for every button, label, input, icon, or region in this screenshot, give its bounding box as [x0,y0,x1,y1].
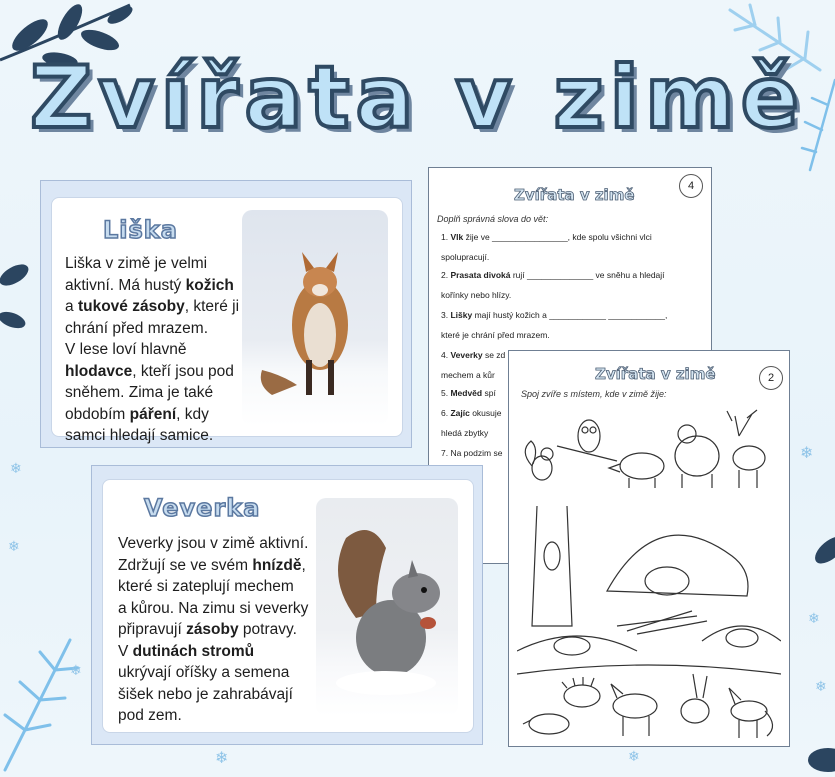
squirrel-text-line: a kůrou. Na zimu si veverky [118,599,309,617]
snowflake-icon: ❄ [70,663,82,679]
squirrel-text-line: které si zateplují mechem [118,578,294,595]
squirrel-text-line: šišek nebo je zahrabávají [118,685,293,703]
worksheet-page-2 [508,350,790,747]
tree-hollow-drawing-icon [532,506,572,626]
fox-text-line: hlodavce, kteří jsou pod [65,362,234,380]
snowflake-icon: ❄ [215,748,229,767]
squirrel-text-line: pod zem. [118,707,182,724]
squirrel-text-line: ukrývají oříšky a semena [118,664,290,681]
squirrel-card-text [118,533,323,727]
squirrel-text-line: Zdržují se ve svém hnízdě, [118,556,306,574]
squirrel-text-line: připravují zásoby potravy. [118,621,297,638]
cave-den-drawing-icon [607,535,748,596]
worksheet-sentence-line: kořínky nebo hlízy. [441,290,512,300]
snowflake-icon: ❄ [8,539,20,555]
worksheet-sentence-line: 6. Zajíc okusuje [441,408,502,418]
fox-text-line: samci hledají samice. [65,427,214,444]
fox-card-inner [51,197,403,444]
snow-branch-bottom-left-icon [0,610,90,777]
leaf-left-edge-icon [0,250,35,350]
page-number-badge: 4 [679,174,703,198]
worksheet-instruction: Spoj zvíře s místem, kde v zimě žije: [521,389,667,399]
squirrel-text-line: V dutinách stromů [118,642,255,660]
fox-text-line: obdobím páření, kdy [65,405,209,423]
worksheet-instruction: Doplň správná slova do vět: [437,214,549,224]
fox-card-heading: Liška [103,216,178,244]
worksheet-sentence-line: které je chrání před mrazem. [441,330,550,340]
worksheet-sentence-line: 3. Lišky mají hustý kožich a ____________ ____________, [441,310,668,320]
worksheet-sentence-line: mechem a kůr [441,370,495,380]
worksheet-title: Zvířata v zimě [595,365,716,383]
squirrel-card-inner [102,479,474,733]
worksheet-sentence-line: 7. Na podzim se [441,448,503,458]
fox-text-line: V lese loví hlavně [65,341,187,358]
fox-text-line: sněhem. Zima je také [65,384,214,401]
snow-burrow-drawing-icon [517,636,637,655]
animals-and-habitats-illustration [517,406,781,741]
owl-drawing-icon [557,420,617,461]
snowflake-icon: ❄ [10,461,22,477]
wolf-drawing-icon [611,684,657,736]
squirrel-fact-card [91,465,483,745]
fox-text-line: aktivní. Má hustý kožich [65,276,234,294]
bear-drawing-icon [675,425,719,488]
worksheet-sentence-line: spolupracují. [441,252,490,262]
badger-drawing-icon [523,714,569,734]
nest-drawing-icon [617,611,707,634]
worksheet-sentence-line: 1. Vlk žije ve ________________, kde spolu všichni vlci [441,232,652,242]
deer-drawing-icon [727,410,765,488]
squirrel-card-heading: Veverka [144,494,261,522]
worksheet-sentence-line: 4. Veverky se zd [441,350,506,360]
fox-fact-card [40,180,412,448]
fox-drawing-icon [729,688,773,738]
burrow-drawing-icon [702,626,781,647]
worksheet-sentence-line: 5. Medvěd spí [441,388,496,398]
fox-text-line: chrání před mrazem. [65,319,208,337]
squirrel-photo [316,498,458,716]
boar-drawing-icon [609,453,664,488]
fox-photo [242,210,388,426]
leaf-bottom-right-icon [790,530,835,777]
worksheet-sentence-line: 2. Prasata divoká rují ______________ ve sněhu a hledají [441,270,665,280]
page-title: Zvířata v zimě [30,48,805,148]
snowflake-icon: ❄ [628,749,640,765]
worksheet-title: Zvířata v zimě [514,186,635,204]
fox-text-line: Liška v zimě je velmi [65,255,208,272]
hedgehog-drawing-icon [562,677,600,707]
snowflake-icon: ❄ [808,611,820,627]
hare-drawing-icon [681,674,709,723]
snowflake-icon: ❄ [815,679,827,695]
worksheet-sentence-line: hledá zbytky [441,428,489,438]
fox-text-line: a tukové zásoby, které ji [65,298,240,315]
page-number-badge: 2 [759,366,783,390]
snowflake-icon: ❄ [800,443,814,462]
squirrel-text-line: Veverky jsou v zimě aktivní. [118,535,309,552]
squirrel-drawing-icon [525,441,553,480]
